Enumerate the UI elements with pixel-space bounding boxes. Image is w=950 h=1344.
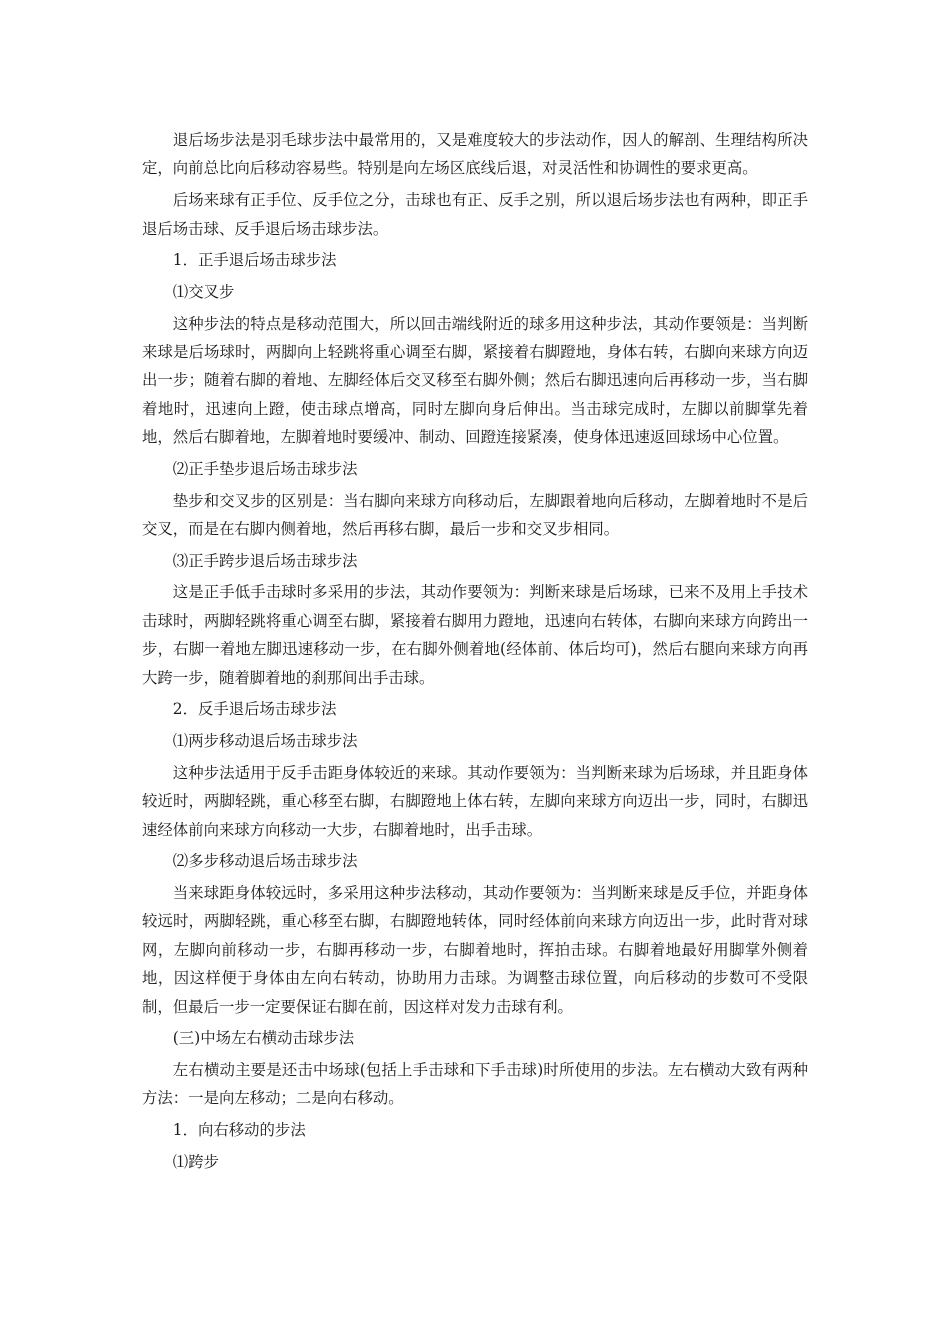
section-heading: 1．向右移动的步法 (172, 1121, 306, 1140)
subsection-heading: ⑵多步移动退后场击球步法 (172, 852, 358, 871)
section-heading: 2．反手退后场击球步法 (172, 700, 337, 719)
paragraph: 这种步法的特点是移动范围大，所以回击端线附近的球多用这种步法，其动作要领是：当判断来球是后场球时，两脚向上轻跳将重心调至右脚，紧接着右脚蹬地，身体右转，右脚向来球方向迈出一步；随着右脚的着地、左脚经体后交叉移至右脚外侧；然后右脚迅速向后再移动一步，当右脚着地时，迅速向上蹬，使击球点增高，同时左脚向身后伸出。当击球完成时，左脚以前脚掌先着地，然后右脚着地，左脚着地时要缓冲、制动、回蹬连接紧凑，使身体迅速返回球场中心位置。 (142, 314, 808, 447)
section-heading: 1．正手退后场击球步法 (172, 251, 337, 270)
subsection-heading: ⑴两步移动退后场击球步法 (172, 732, 358, 751)
paragraph: 这种步法适用于反手击距身体较近的来球。其动作要领为：当判断来球为后场球，并且距身体较近时，两脚轻跳，重心移至右脚，右脚蹬地上体右转，左脚向来球方向迈出一步，同时，右脚迅速经体前向来球方向移动一大步，右脚着地时，出手击球。 (142, 763, 808, 839)
document-body (142, 126, 808, 1180)
section-heading: (三)中场左右横动击球步法 (172, 1029, 355, 1048)
subsection-heading: ⑵正手垫步退后场击球步法 (172, 459, 358, 478)
paragraph: 左右横动主要是还击中场球(包括上手击球和下手击球)时所使用的步法。左右横动大致有两种方法：一是向左移动；二是向右移动。 (142, 1061, 808, 1108)
paragraph: 这是正手低手击球时多采用的步法，其动作要领为：判断来球是后场球，已来不及用上手技术击球时，两脚轻跳将重心调至右脚，紧接着右脚用力蹬地，迅速向右转体，右脚向来球方向跨出一步，右脚一着地左脚迅速移动一步，在右脚外侧着地(经体前、体后均可)，然后右腿向来球方向再大跨一步，随着脚着地的刹那间出手击球。 (142, 583, 808, 687)
paragraph: 垫步和交叉步的区别是：当右脚向来球方向移动后，左脚跟着地向后移动，左脚着地时不是后交叉，而是在右脚内侧着地，然后再移右脚，最后一步和交叉步相同。 (142, 491, 808, 539)
paragraph: 退后场步法是羽毛球步法中最常用的，又是难度较大的步法动作，因人的解剖、生理结构所决定，向前总比向后移动容易些。特别是向左场区底线后退，对灵活性和协调性的要求更高。 (142, 131, 808, 178)
paragraph: 后场来球有正手位、反手位之分，击球也有正、反手之别，所以退后场步法也有两种，即正手退后场击球、反手退后场击球步法。 (142, 191, 808, 238)
subsection-heading: ⑴跨步 (172, 1152, 219, 1171)
paragraph: 当来球距身体较远时，多采用这种步法移动，其动作要领为：当判断来球是反手位，并距身体较远时，两脚轻跳，重心移至右脚，右脚蹬地转体，同时经体前向来球方向迈出一步，此时背对球网，左脚向前移动一步，右脚再移动一步，右脚着地时，挥拍击球。右脚着地最好用脚掌外侧着地，因这样便于身体由左向右转动，协助用力击球。为调整击球位置，向后移动的步数可不受限制，但最后一步一定要保证右脚在前，因这样对发力击球有利。 (142, 884, 808, 1016)
subsection-heading: ⑶正手跨步退后场击球步法 (172, 551, 358, 570)
subsection-heading: ⑴交叉步 (172, 282, 235, 301)
